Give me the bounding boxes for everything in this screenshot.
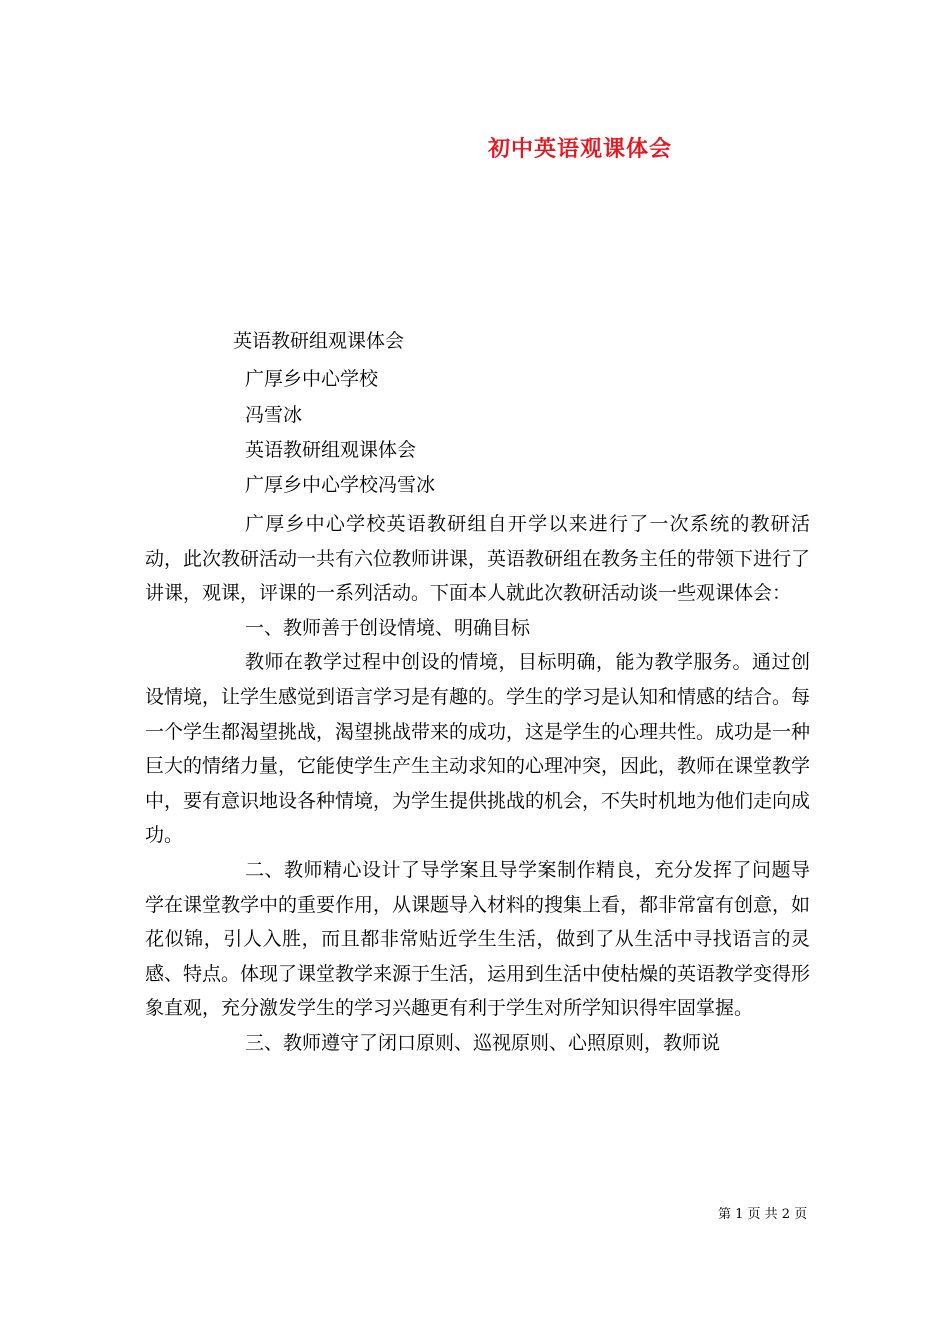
document-title: 初中英语观课体会 — [488, 136, 673, 162]
paragraph-intro: 广厚乡中心学校英语教研组自开学以来进行了一次系统的教研活动，此次教研活动一共有六位教师讲课，英语教研组在教务主任的带领下进行了讲课，观课，评课的一系列活动。下面本人就此次教研活动谈一些观课体会： — [145, 513, 811, 605]
document-body — [145, 507, 810, 1061]
page-number-footer: 第 1 页 共 2 页 — [718, 1207, 808, 1222]
header-line-school: 广厚乡中心学校 — [245, 368, 379, 390]
paragraph-section-3: 三、教师遵守了闭口原则、巡视原则、心照原则，教师说 — [245, 1031, 721, 1054]
paragraph-heading-1: 一、教师善于创设情境、明确目标 — [245, 616, 531, 639]
header-line-group: 英语教研组观课体会 — [233, 330, 405, 352]
paragraph-section-1: 教师在教学过程中创设的情境，目标明确，能为教学服务。通过创设情境，让学生感觉到语言学习是有趣的。学生的学习是认知和情感的结合。每一个学生都渴望挑战，渴望挑战带来的成功，这是学生的心理共性。成功是一种巨大的情绪力量，它能使学生产生主动求知的心理冲突，因此，教师在课堂教学中，要有意识地设各种情境，为学生提供挑战的机会，不失时机地为他们走向成功。 — [145, 651, 811, 847]
header-line-author: 冯雪冰 — [245, 404, 303, 426]
header-line-school-author: 广厚乡中心学校冯雪冰 — [245, 474, 436, 496]
paragraph-section-2: 二、教师精心设计了导学案且导学案制作精良，充分发挥了问题导学在课堂教学中的重要作用，从课题导入材料的搜集上看，都非常富有创意，如花似锦，引人入胜，而且都非常贴近学生生活，做到了从生活中寻找语言的灵感、特点。体现了课堂教学来源于生活，运用到生活中使枯燥的英语教学变得形象直观，充分激发学生的学习兴趣更有利于学生对所学知识得牢固掌握。 — [145, 858, 811, 1020]
header-line-group-repeat: 英语教研组观课体会 — [245, 439, 417, 461]
